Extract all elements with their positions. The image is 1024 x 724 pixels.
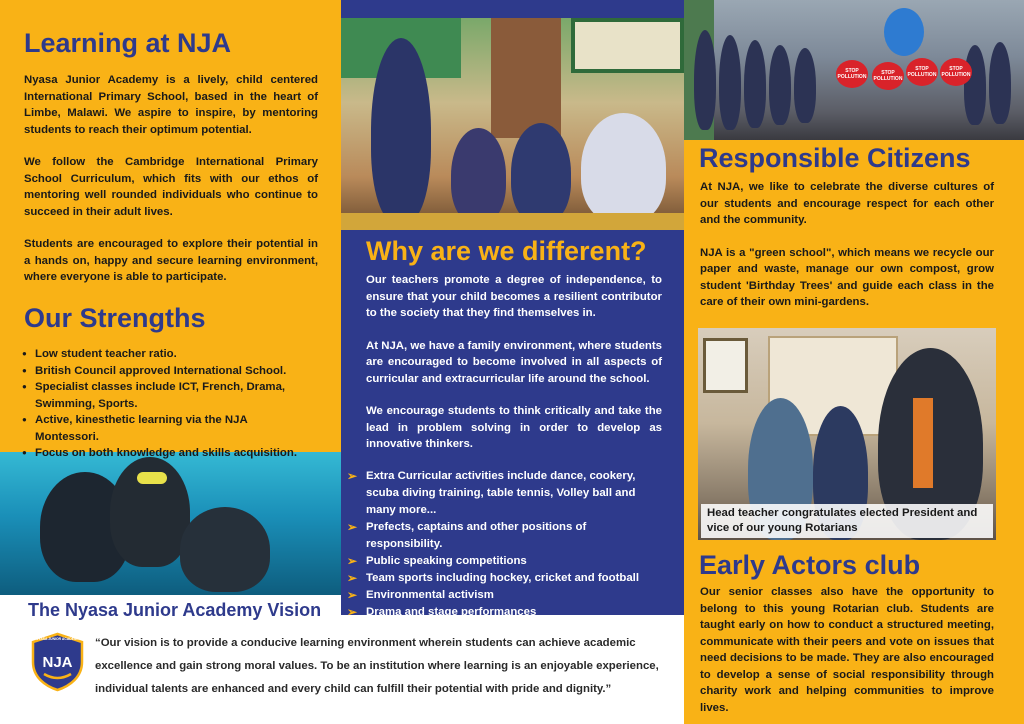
photo-scuba-training (0, 452, 341, 595)
list-item: ● Focus on both knowledge and skills acquisition. (22, 445, 312, 462)
list-item: ● Specialist classes include ICT, French, Drama, Swimming, Sports. (22, 379, 312, 412)
paragraph: Our senior classes also have the opportunity to belong to this young Rotarian club. Students are taught early on how to conduct a structured meeting, communicate with their peers and vote on issues that need decisions to be made. They are also encouraged to develop a sense of social responsibility through charity work and helping communities to improve lives. (700, 586, 994, 714)
photo-student (769, 45, 791, 125)
paragraph: Our teachers promote a degree of independence, to ensure that your child becomes a resilient contributor to the society that they find themselves in. (366, 274, 662, 319)
shield-icon (30, 632, 85, 692)
list-item: ● Active, kinesthetic learning via the NJA Montessori. (22, 412, 312, 445)
photo-tie (913, 398, 933, 488)
photo-floor-mat (341, 213, 684, 230)
photo-diver (180, 507, 270, 592)
vision-heading: The Nyasa Junior Academy Vision (28, 600, 322, 620)
paragraph: We follow the Cambridge International Primary School Curriculum, which fits with our ethos of mentoring well rounded individuals who continue to succeed in their adult lives. (24, 156, 318, 218)
list-item: ➢ Team sports including hockey, cricket and football (345, 570, 665, 587)
list-item: ➢ Prefects, captains and other positions of responsibility. (345, 519, 665, 553)
paragraph: At NJA, we like to celebrate the diverse cultures of our students and encourage respect for each other and the community. (700, 181, 994, 226)
paragraph: Students are encouraged to explore their potential in a hands on, happy and secure learning environment, where everyone is able to participate. (24, 238, 318, 283)
photo-student (964, 45, 986, 125)
photo-student (694, 30, 716, 130)
strengths-list (22, 346, 312, 462)
photo-stop-pollution-performance (684, 0, 1024, 140)
heading-our-strengths: Our Strengths (24, 303, 206, 333)
photo-student (989, 42, 1011, 124)
photo-board (571, 18, 684, 73)
photo-dive-mask (137, 472, 167, 484)
photo-child (581, 113, 666, 223)
why-different-body (366, 272, 662, 469)
photo-student (794, 48, 816, 123)
heading-learning-at-nja: Learning at NJA (24, 28, 232, 58)
photo-frame (703, 338, 748, 393)
heading-responsible-citizens: Responsible Citizens (699, 143, 971, 173)
photo-children-reading (341, 18, 684, 230)
early-actors-body (700, 584, 994, 724)
photo-tree-trunk (491, 18, 561, 138)
heading-why-different: Why are we different? (366, 236, 647, 266)
list-item: ● Low student teacher ratio. (22, 346, 312, 363)
photo-child (451, 128, 506, 223)
paragraph: Nyasa Junior Academy is a lively, child centered International Primary School, based in the heart of Limbe, Malawi. We aspire to inspire, by mentoring students to reach their optimum potential. (24, 74, 318, 136)
photo-student (719, 35, 741, 130)
photo-stop-sign: STOP POLLUTION (906, 58, 938, 86)
logo-text: NJA (42, 654, 73, 671)
paragraph: We encourage students to think critically and take the lead in problem solving in order to develop as innovative thinkers. (366, 405, 662, 450)
list-item: ● British Council approved International School. (22, 363, 312, 380)
photo-child (511, 123, 571, 223)
photo-stop-sign: STOP POLLUTION (872, 62, 904, 90)
list-item: ➢ Extra Curricular activities include dance, cookery, scuba diving training, table tennis, Volley ball and many more... (345, 468, 665, 519)
photo-child (371, 38, 431, 223)
nja-logo (30, 632, 85, 692)
vision-statement: “Our vision is to provide a conducive learning environment wherein students can achieve academic excellence and gain strong moral values. To be an institution where learning is an enjoyable experience, individual talents are enhanced and every child can fulfill their potential with pride and dignity.” (95, 637, 659, 695)
learning-body (24, 72, 318, 302)
logo-arc-text: NYASA JUNIOR ACADEMY (35, 637, 80, 641)
photo-mascot (884, 8, 924, 56)
responsible-citizens-body (700, 179, 994, 327)
activities-list (345, 468, 665, 621)
photo-stop-sign: STOP POLLUTION (940, 58, 972, 86)
paragraph: At NJA, we have a family environment, where students are encouraged to become involved in all aspects of curricular and extracurricular life around the school. (366, 339, 662, 385)
heading-early-actors-club: Early Actors club (699, 550, 921, 580)
photo-stop-sign: STOP POLLUTION (836, 60, 868, 88)
list-item: ➢ Public speaking competitions (345, 553, 665, 570)
list-item: ➢ Environmental activism (345, 587, 665, 604)
photo-student (744, 40, 766, 128)
photo-caption: Head teacher congratulates elected President and vice of our young Rotarians (701, 504, 993, 538)
paragraph: NJA is a "green school", which means we recycle our paper and waste, manage our own compost, grow student 'Birthday Trees' and guide each class in the care of their own mini-gardens. (700, 246, 994, 308)
list-item: ➢ Drama and stage performances (345, 604, 665, 621)
